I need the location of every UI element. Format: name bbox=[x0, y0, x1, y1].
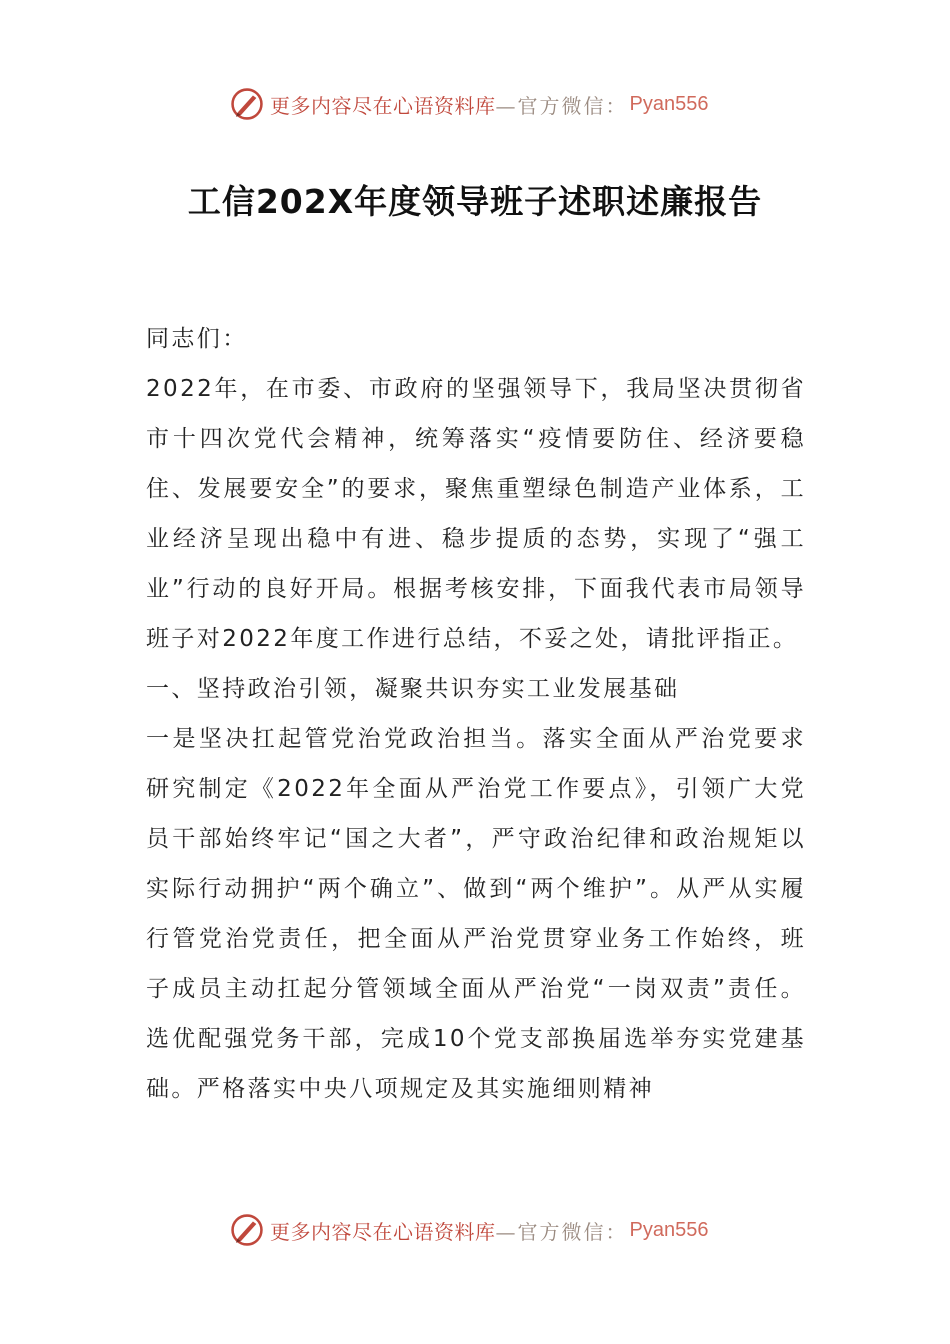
salutation: 同志们： bbox=[146, 326, 248, 352]
watermark-sub-text: —官方微信： bbox=[495, 1219, 628, 1244]
watermark-banner-top bbox=[230, 84, 708, 124]
section-heading: 一、坚持政治引领，凝聚共识夯实工业发展基础 bbox=[146, 676, 680, 702]
watermark-wechat-id: Pyan556 bbox=[629, 92, 709, 115]
watermark-sub-text: —官方微信： bbox=[495, 93, 628, 118]
section-paragraph: 一是坚决扛起管党治党政治担当。落实全面从严治党要求研究制定《2022年全面从严治党工作要点》，引领广大党员干部始终牢记“国之大者”，严守政治纪律和政治规矩以实际行动拥护“两个确立”、做到“两个维护”。从严从实履行管党治党责任，把全面从严治党贯穿业务工作始终，班子成员主动扛起分管领域全面从严治党“一岗双责”责任。选优配强党务干部，完成10个党支部换届选举夯实党建基础。严格落实中央八项规定及其实施细则精神 bbox=[146, 726, 806, 1102]
watermark-main-text: 更多内容尽在心语资料库 bbox=[270, 1219, 496, 1244]
pen-logo-icon bbox=[230, 1213, 264, 1247]
pen-logo-icon bbox=[230, 87, 264, 121]
document-title: 工信202X年度领导班子述职述廉报告 bbox=[187, 182, 763, 221]
watermark-banner-bottom bbox=[230, 1210, 708, 1250]
watermark-main-text: 更多内容尽在心语资料库 bbox=[270, 93, 496, 118]
intro-paragraph: 2022年，在市委、市政府的坚强领导下，我局坚决贯彻省市十四次党代会精神，统筹落实“疫情要防住、经济要稳住、发展要安全”的要求，聚焦重塑绿色制造产业体系，工业经济呈现出稳中有进、稳步提质的态势，实现了“强工业”行动的良好开局。根据考核安排，下面我代表市局领导班子对2022年度工作进行总结，不妥之处，请批评指正。 bbox=[146, 376, 806, 652]
document-body bbox=[146, 314, 806, 1114]
watermark-wechat-id: Pyan556 bbox=[629, 1218, 709, 1241]
